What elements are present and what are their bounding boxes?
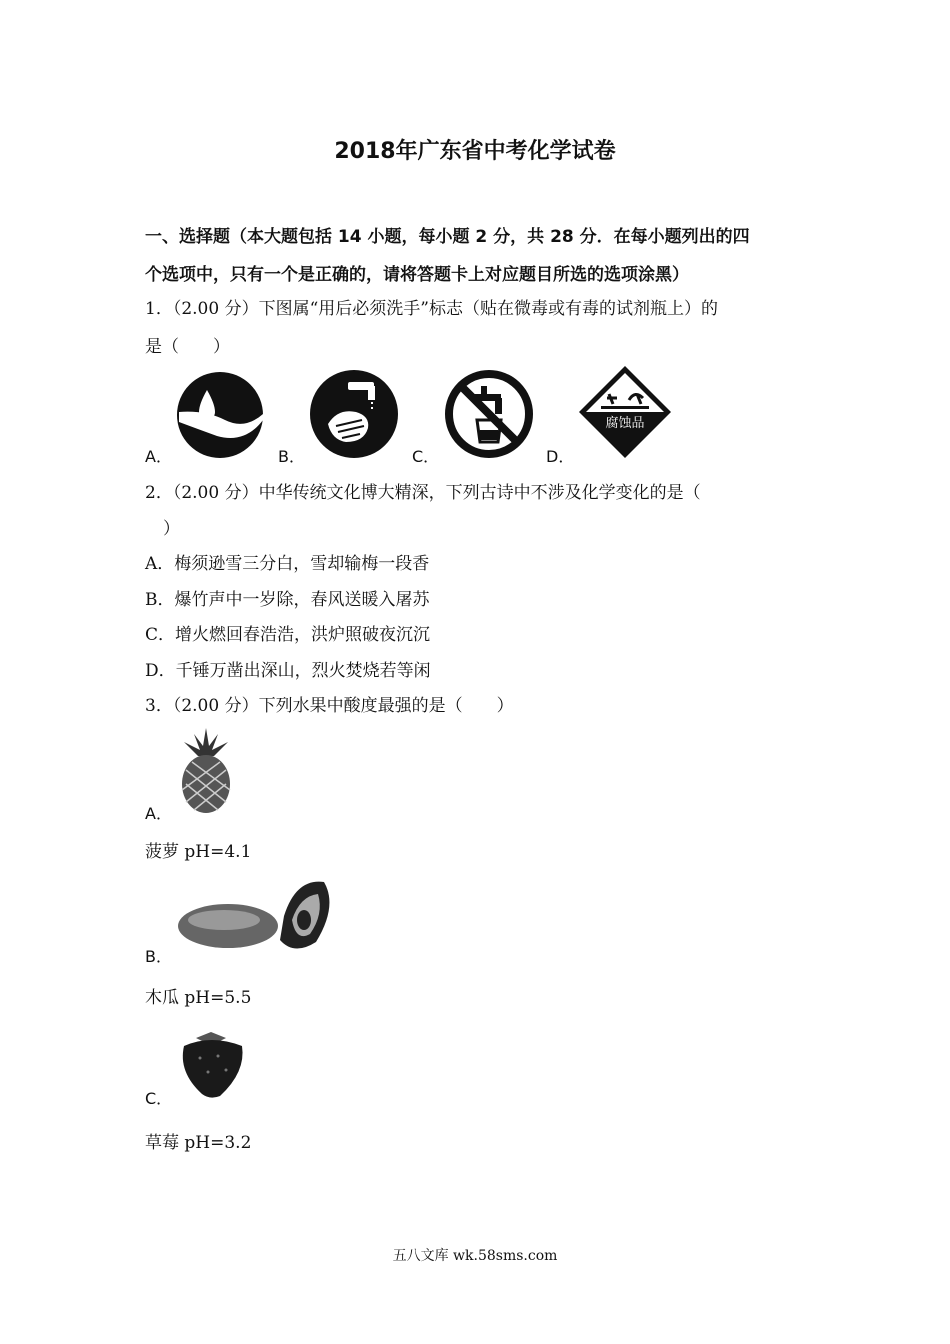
- papaya-image: [176, 876, 336, 954]
- section-heading-line-2: 个选项中，只有一个是正确的，请将答题卡上对应题目所选的选项涂黑）: [145, 265, 689, 285]
- q3-option-c-label: C．: [145, 1089, 173, 1108]
- strawberry-image: [176, 1028, 246, 1100]
- q3-option-a-label: A．: [145, 804, 172, 823]
- corrosive-sign-icon: [577, 364, 673, 460]
- q2-option-b: B．爆竹声中一岁除，春风送暖入屠苏: [145, 590, 430, 610]
- q2-option-c: C．增火燃回春浩浩，洪炉照破夜沉沉: [145, 625, 431, 645]
- q1-stem-line-2: 是（ ）: [145, 337, 230, 357]
- q3-option-c-caption: 草莓 pH=3.2: [145, 1133, 252, 1153]
- q3-option-b-label: B．: [145, 947, 172, 966]
- q1-option-d-label: D．: [546, 447, 575, 466]
- section-heading-line-1: 一、选择题（本大题包括 14 小题，每小题 2 分，共 28 分．在每小题列出的四: [145, 227, 750, 247]
- q3-stem: 3．（2.00 分）下列水果中酸度最强的是（ ）: [145, 696, 514, 716]
- q1-option-a-label: A．: [145, 447, 172, 466]
- q1-option-c-label: C．: [412, 447, 440, 466]
- wash-hands-sign-icon: [308, 368, 400, 460]
- q2-stem-line-2: ）: [163, 519, 180, 539]
- water-drop-sign-icon: [175, 370, 265, 460]
- corrosive-sign-text: 腐蚀品: [605, 416, 645, 431]
- page-title: 2018年广东省中考化学试卷: [334, 139, 616, 164]
- pineapple-image: [178, 728, 234, 814]
- page-footer: 五八文库 wk.58sms.com: [392, 1248, 558, 1264]
- q3-option-b-caption: 木瓜 pH=5.5: [145, 988, 252, 1008]
- no-drinking-water-sign-icon: [443, 368, 535, 460]
- q3-option-a-caption: 菠萝 pH=4.1: [145, 842, 252, 862]
- q1-stem-line-1: 1．（2.00 分）下图属“用后必须洗手”标志（贴在微毒或有毒的试剂瓶上）的: [145, 299, 718, 319]
- q1-option-b-label: B．: [278, 447, 305, 466]
- q2-stem-line-1: 2．（2.00 分）中华传统文化博大精深，下列古诗中不涉及化学变化的是（: [145, 483, 701, 503]
- q2-option-d: D．千锤万凿出深山，烈火焚烧若等闲: [145, 661, 431, 681]
- q2-option-a: A．梅须逊雪三分白，雪却输梅一段香: [145, 554, 430, 574]
